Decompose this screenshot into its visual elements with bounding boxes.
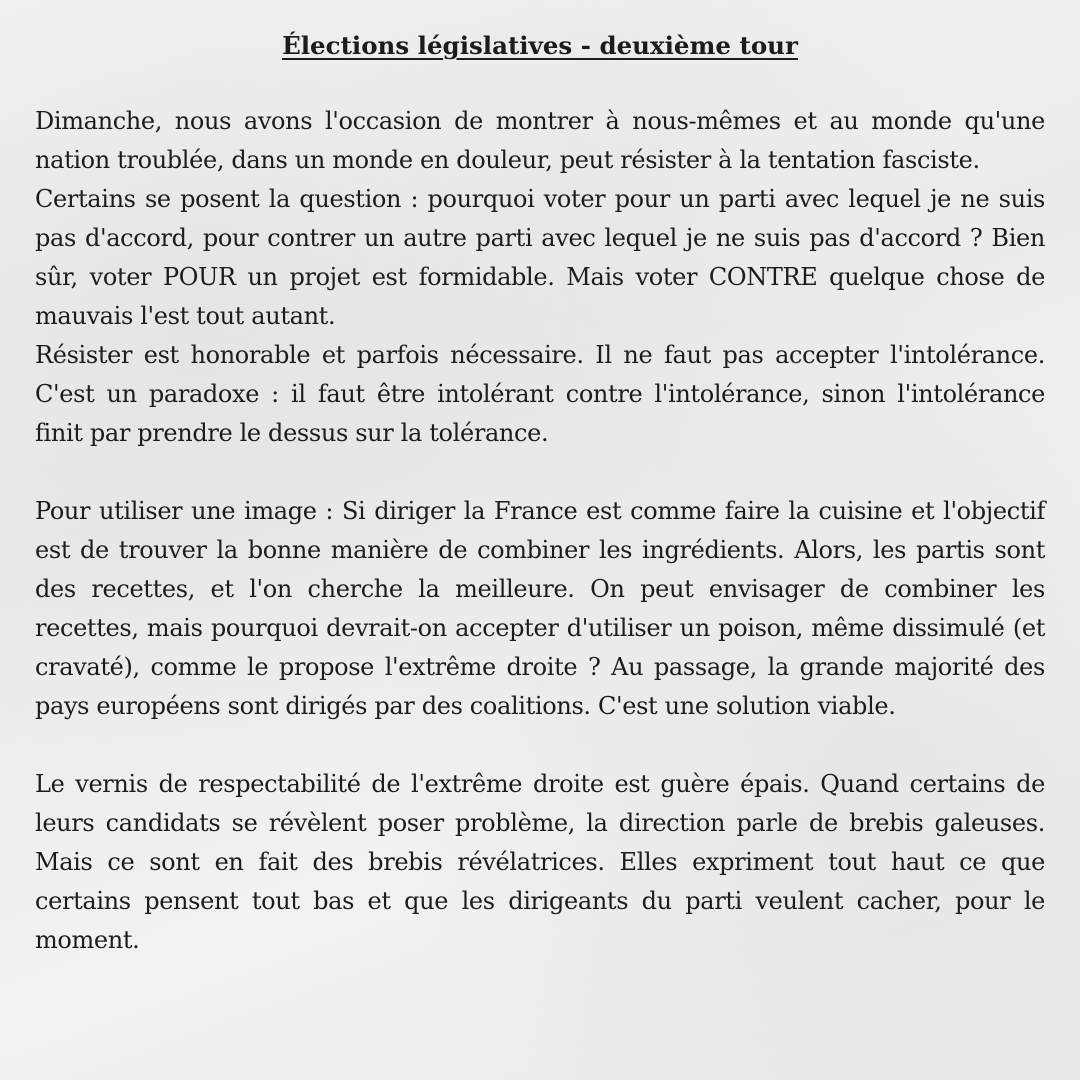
paragraph-1 (35, 102, 1045, 453)
paragraph-2-text: Pour utiliser une image : Si diriger la France est comme faire la cuisine et l'objectif est de trouver la bonne manière de combiner les ingrédients. Alors, les partis sont des recettes, et l'on cherche la meilleure. On peut envisager de combiner les recettes, mais pourquoi devrait-on accepter d'utiliser un poison, même dissimulé (et cravaté), comme le propose l'extrême droite ? Au passage, la grande majorité des pays européens sont dirigés par des coalitions. C'est une solution viable. (35, 497, 1045, 720)
paragraph-3-text: Le vernis de respectabilité de l'extrême droite est guère épais. Quand certains de leurs candidats se révèlent poser problème, la direction parle de brebis galeuses. Mais ce sont en fait des brebis révélatrices. Elles expriment tout haut ce que certains pensent tout bas et que les dirigeants du parti veulent cacher, pour le moment. (35, 770, 1045, 954)
paragraph-1-sentence-1: Dimanche, nous avons l'occasion de montrer à nous-mêmes et au monde qu'une nation troublée, dans un monde en douleur, peut résister à la tentation fasciste. (35, 107, 1045, 174)
paragraph-1-sentence-3: Résister est honorable et parfois nécessaire. Il ne faut pas accepter l'intolérance. C'est un paradoxe : il faut être intolérant contre l'intolérance, sinon l'intolérance finit par prendre le dessus sur la tolérance. (35, 341, 1045, 447)
page-title: Élections législatives - deuxième tour (282, 31, 798, 60)
paragraph-2 (35, 492, 1045, 726)
paragraph-3 (35, 765, 1045, 960)
paragraph-1-sentence-2: Certains se posent la question : pourquoi voter pour un parti avec lequel je ne suis pas d'accord, pour contrer un autre parti avec lequel je ne suis pas d'accord ? Bien sûr, voter POUR un projet est formidable. Mais voter CONTRE quelque chose de mauvais l'est tout autant. (35, 185, 1045, 330)
